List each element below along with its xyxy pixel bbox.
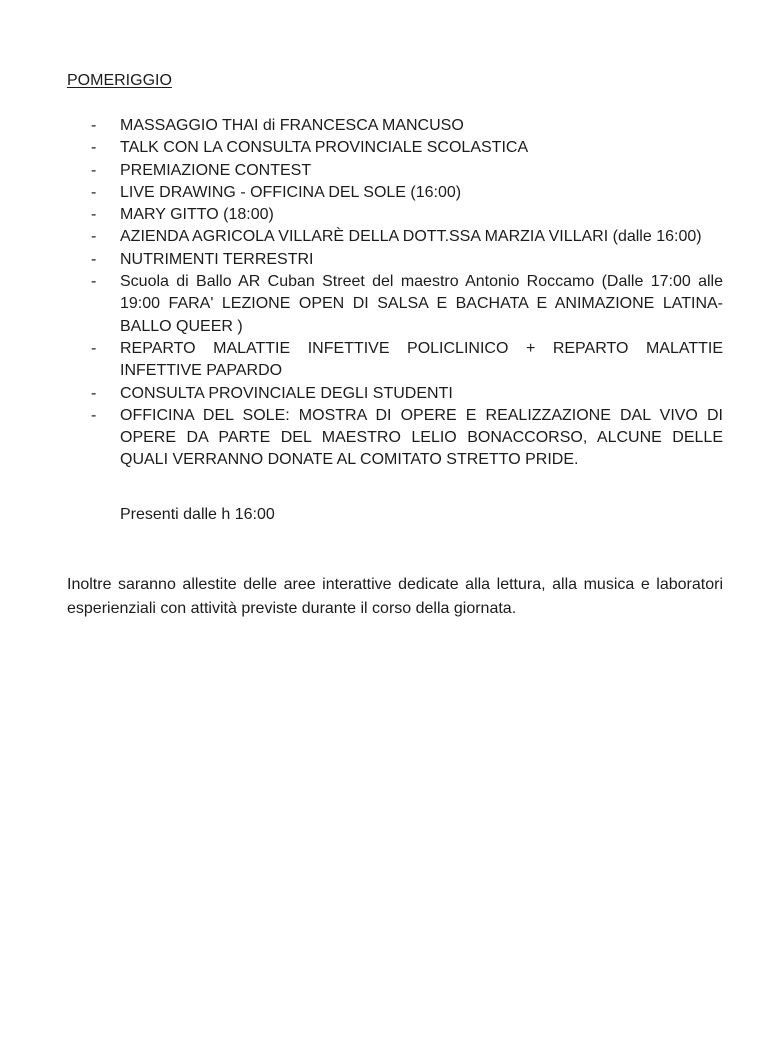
list-item (0, 383, 768, 405)
list-item (0, 338, 768, 383)
list-bullet: - (91, 406, 97, 424)
list-item (0, 115, 768, 137)
list-item (0, 249, 768, 271)
list-bullet: - (91, 228, 97, 246)
list-item-text: REPARTO MALATTIE INFETTIVE POLICLINICO + REPARTO MALATTIE INFETTIVE PAPARDO (120, 339, 723, 380)
list-item-text: CONSULTA PROVINCIALE DEGLI STUDENTI (120, 384, 453, 402)
program-list (0, 115, 768, 472)
list-item-text: PREMIAZIONE CONTEST (120, 161, 312, 179)
list-item-text: MARY GITTO (18:00) (120, 206, 274, 224)
list-item-text: MASSAGGIO THAI di FRANCESCA MANCUSO (120, 117, 464, 134)
list-item (0, 137, 768, 159)
list-bullet: - (91, 117, 97, 134)
list-item (0, 160, 768, 182)
list-item (0, 204, 768, 226)
list-item-text: LIVE DRAWING - OFFICINA DEL SOLE (16:00) (120, 183, 462, 201)
list-bullet: - (91, 206, 97, 224)
list-item (0, 271, 768, 338)
list-item (0, 405, 768, 472)
presence-note: Presenti dalle h 16:00 (120, 506, 275, 523)
list-bullet: - (91, 339, 97, 357)
list-item-text: AZIENDA AGRICOLA VILLARÈ DELLA DOTT.SSA MARZIA VILLARI (dalle 16:00) (120, 228, 702, 246)
list-item (0, 182, 768, 204)
closing-paragraph: Inoltre saranno allestite delle aree interattive dedicate alla lettura, alla musica e laboratori esperienziali con attività previste durante il corso della giornata. (67, 576, 723, 617)
list-item (0, 226, 768, 248)
list-bullet: - (91, 250, 97, 268)
section-heading: POMERIGGIO (67, 72, 172, 89)
list-item-text: TALK CON LA CONSULTA PROVINCIALE SCOLASTICA (120, 139, 529, 157)
list-bullet: - (91, 139, 97, 157)
list-bullet: - (91, 161, 97, 179)
list-bullet: - (91, 273, 97, 291)
list-bullet: - (91, 384, 97, 402)
list-item-text: Scuola di Ballo AR Cuban Street del maestro Antonio Roccamo (Dalle 17:00 alle 19:00 FARA' LEZIONE OPEN DI SALSA E BACHATA E ANIMAZIONE LATINA- BALLO QUEER ) (120, 273, 723, 335)
list-item-text: NUTRIMENTI TERRESTRI (120, 250, 314, 268)
list-bullet: - (91, 183, 97, 201)
list-item-text: OFFICINA DEL SOLE: MOSTRA DI OPERE E REALIZZAZIONE DAL VIVO DI OPERE DA PARTE DEL MAESTRO LELIO BONACCORSO, ALCUNE DELLE QUALI VERRANNO DONATE AL COMITATO STRETTO PRIDE. (120, 406, 723, 469)
